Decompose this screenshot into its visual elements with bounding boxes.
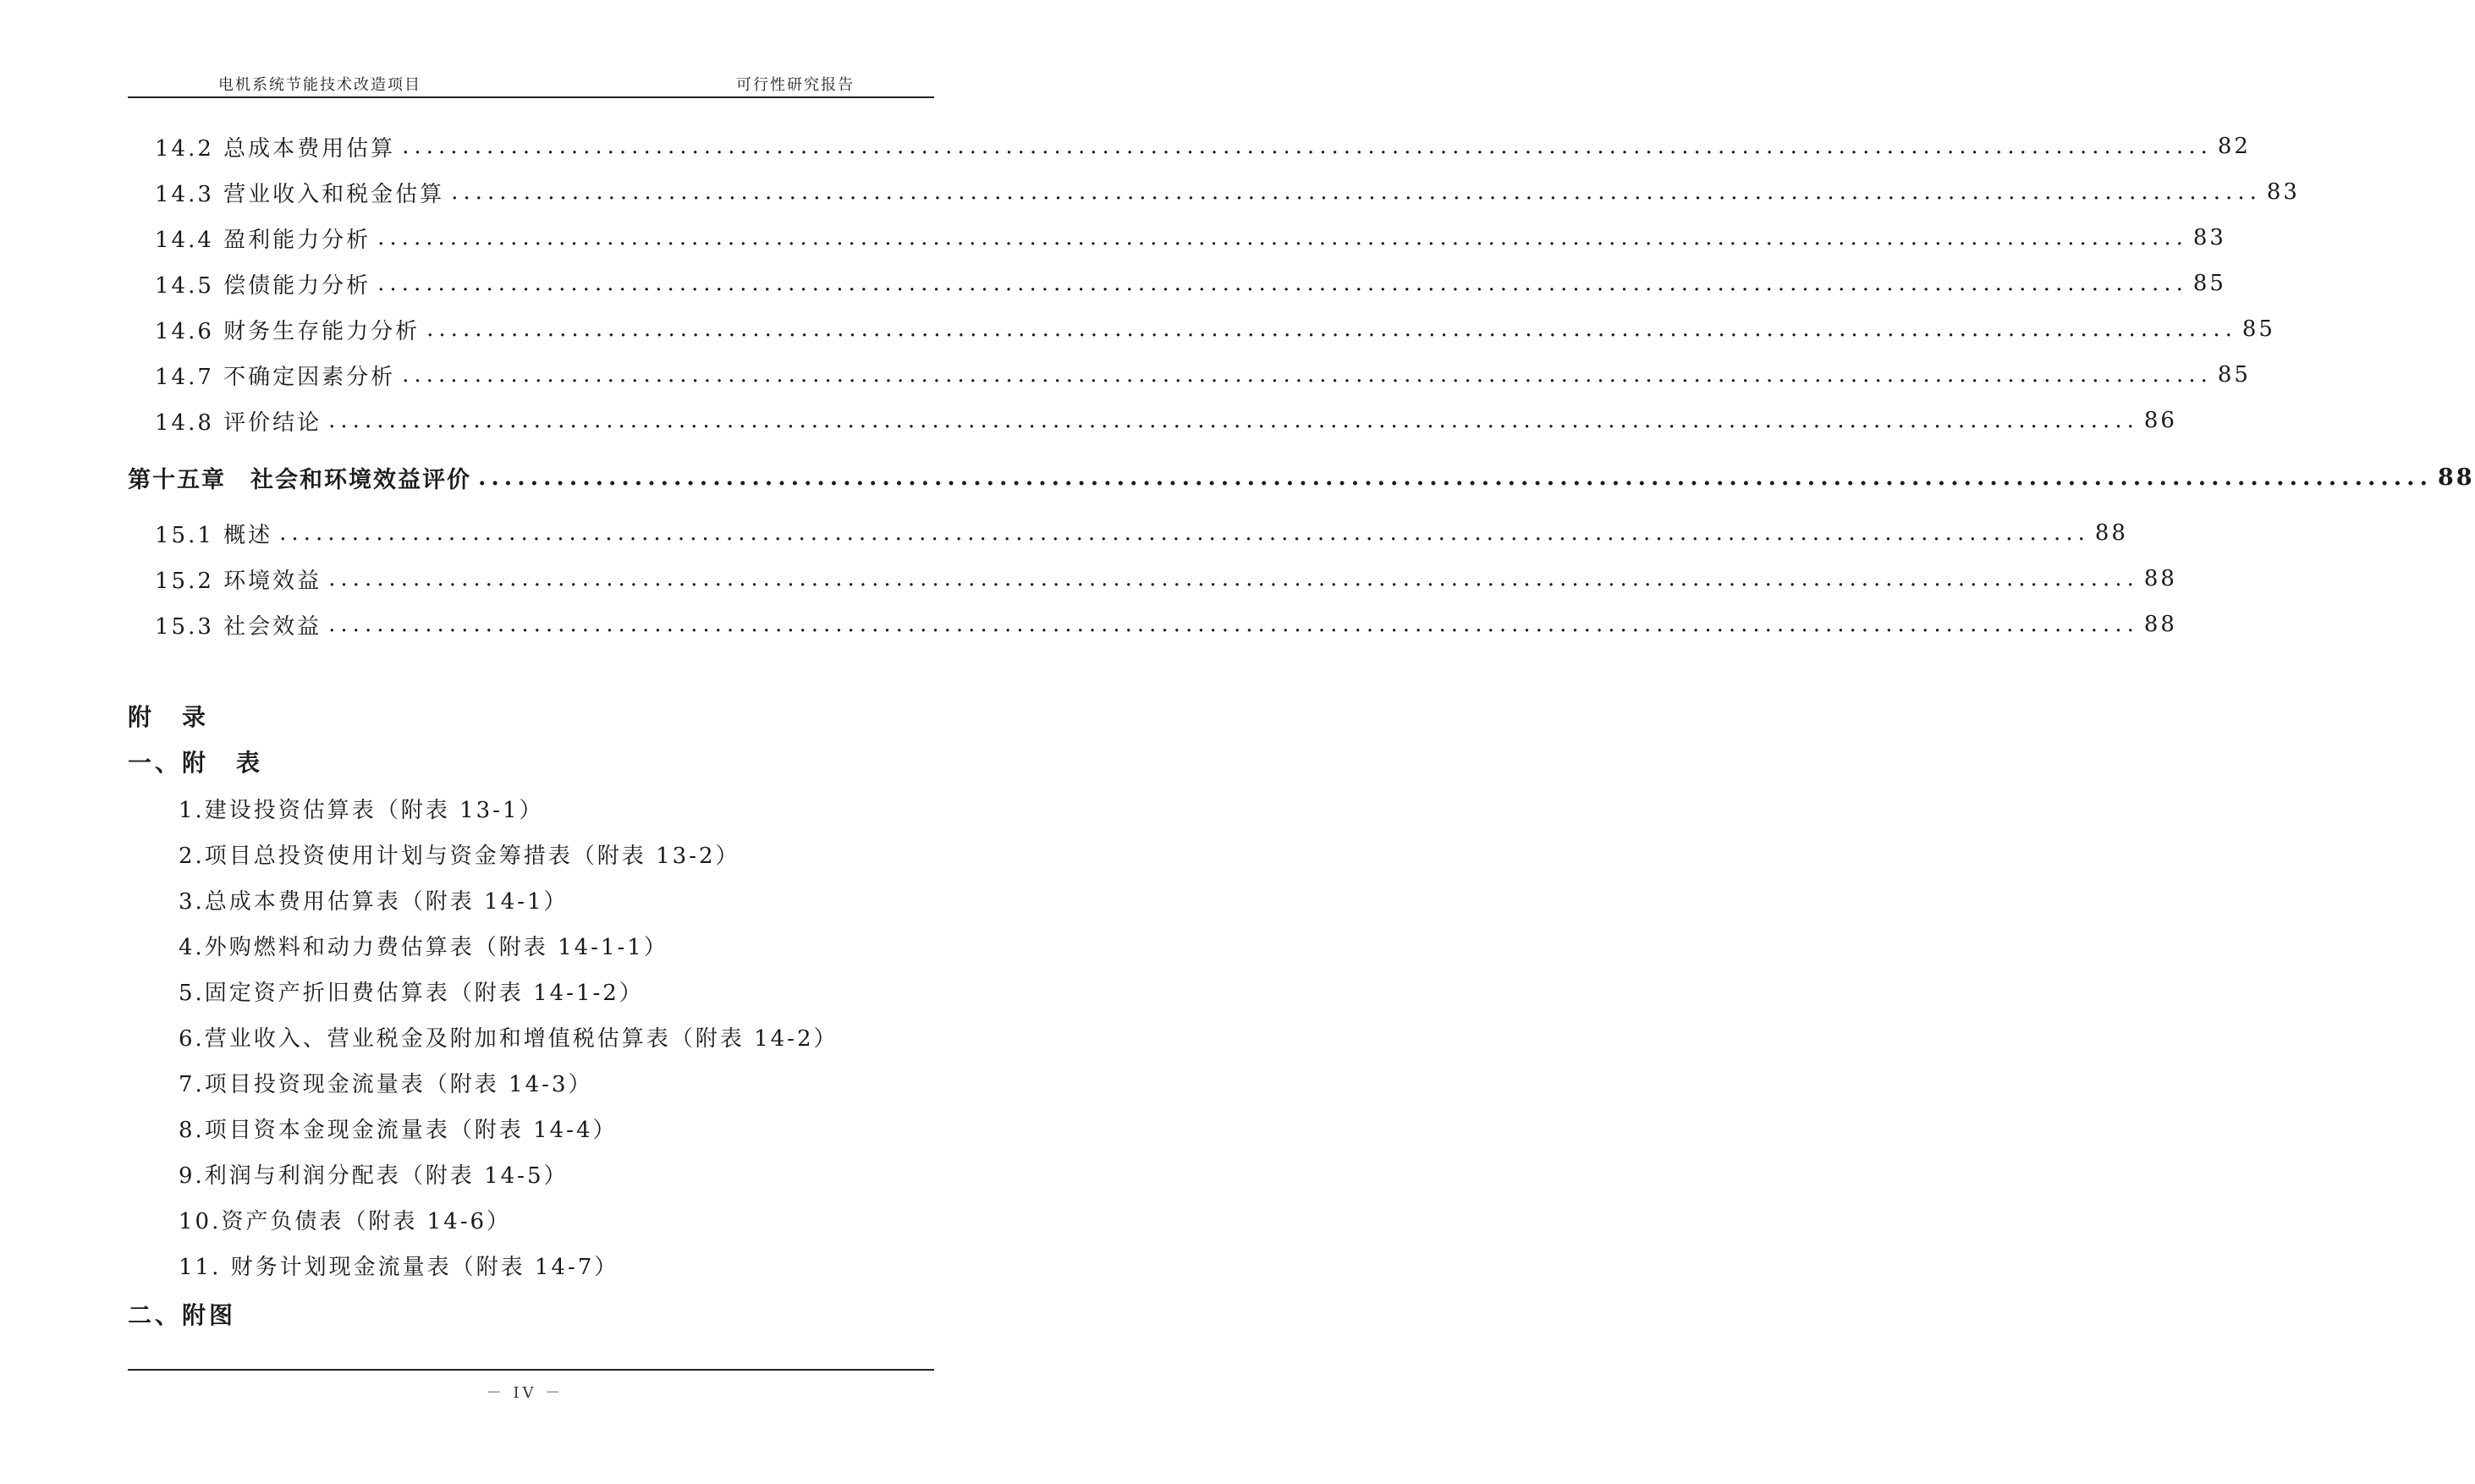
appendix-table-item: 6.营业收入、营业税金及附加和增值税估算表（附表 14-2） bbox=[179, 1026, 839, 1052]
header-rule bbox=[128, 96, 934, 98]
toc-page-number: 85 bbox=[2241, 316, 2275, 342]
appendix-table-item: 11. 财务计划现金流量表（附表 14-7） bbox=[179, 1255, 619, 1280]
toc-entry[interactable] bbox=[155, 358, 2251, 392]
toc-dot-leader: ...................................................................................................................................................... bbox=[402, 134, 2213, 159]
toc-page-number: 88 bbox=[2143, 566, 2177, 591]
appendix-table-item: 4.外购燃料和动力费估算表（附表 14-1-1） bbox=[179, 935, 668, 960]
toc-page-number: 85 bbox=[2217, 362, 2251, 387]
toc-entry[interactable] bbox=[155, 175, 2300, 209]
appendix-table-item: 9.利润与利润分配表（附表 14-5） bbox=[179, 1163, 569, 1189]
toc-page-number: 82 bbox=[2217, 134, 2251, 159]
toc-dot-leader: ...................................................................................................................................................... bbox=[426, 316, 2237, 342]
toc-dot-leader: ...................................................................................................................................................... bbox=[279, 520, 2090, 546]
toc-page-number: 88 bbox=[2143, 612, 2177, 637]
toc-entry[interactable] bbox=[155, 312, 2275, 346]
toc-entry[interactable] bbox=[155, 562, 2177, 596]
toc-page-number: 83 bbox=[2266, 179, 2300, 205]
appendix-figures-heading: 二、附图 bbox=[128, 1301, 237, 1329]
toc-entry-label: 15.1 概述 bbox=[155, 522, 273, 548]
toc-page-number: 83 bbox=[2192, 225, 2226, 250]
appendix-table-item: 3.总成本费用估算表（附表 14-1） bbox=[179, 889, 569, 915]
toc-dot-leader: ...................................................................................................................................................... bbox=[478, 464, 2433, 491]
toc-page-number: 85 bbox=[2192, 271, 2226, 296]
header-report-type: 可行性研究报告 bbox=[736, 76, 855, 94]
toc-chapter-label: 第十五章 社会和环境效益评价 bbox=[128, 466, 471, 493]
toc-dot-leader: ...................................................................................................................................................... bbox=[451, 179, 2262, 205]
toc-entry[interactable] bbox=[155, 516, 2128, 550]
toc-entry-label: 15.2 环境效益 bbox=[155, 568, 322, 594]
toc-entry[interactable] bbox=[155, 607, 2177, 641]
footer-rule bbox=[128, 1369, 934, 1371]
toc-entry-label: 14.8 评价结论 bbox=[155, 409, 322, 436]
toc-entry-label: 14.3 营业收入和税金估算 bbox=[155, 181, 445, 207]
toc-entry[interactable] bbox=[155, 267, 2226, 300]
toc-entry[interactable] bbox=[155, 404, 2177, 437]
toc-dot-leader: ...................................................................................................................................................... bbox=[377, 271, 2188, 296]
toc-entry-label: 14.2 总成本费用估算 bbox=[155, 135, 396, 162]
toc-dot-leader: ...................................................................................................................................................... bbox=[402, 362, 2213, 387]
toc-page-number: 86 bbox=[2143, 408, 2177, 433]
header-project-title: 电机系统节能技术改造项目 bbox=[218, 76, 421, 94]
toc-page-number: 88 bbox=[2094, 520, 2128, 546]
toc-dot-leader: ...................................................................................................................................................... bbox=[328, 408, 2139, 433]
toc-entry-label: 14.4 盈利能力分析 bbox=[155, 227, 371, 253]
appendix-tables-heading: 一、附 表 bbox=[128, 749, 264, 777]
toc-entry-label: 14.7 不确定因素分析 bbox=[155, 364, 396, 390]
toc-chapter-entry[interactable] bbox=[128, 460, 2475, 494]
appendix-table-item: 5.固定资产折旧费估算表（附表 14-1-2） bbox=[179, 981, 644, 1006]
toc-dot-leader: ...................................................................................................................................................... bbox=[328, 566, 2139, 591]
toc-entry-label: 15.3 社会效益 bbox=[155, 613, 322, 640]
page-number: － IV － bbox=[486, 1384, 564, 1402]
appendix-title: 附 录 bbox=[128, 703, 210, 731]
toc-entry-label: 14.6 财务生存能力分析 bbox=[155, 318, 421, 344]
toc-dot-leader: ...................................................................................................................................................... bbox=[328, 612, 2139, 637]
toc-dot-leader: ...................................................................................................................................................... bbox=[377, 225, 2188, 250]
appendix-table-item: 10.资产负债表（附表 14-6） bbox=[179, 1209, 512, 1234]
toc-entry-label: 14.5 偿债能力分析 bbox=[155, 272, 371, 299]
toc-entry[interactable] bbox=[155, 129, 2251, 163]
appendix-table-item: 1.建设投资估算表（附表 13-1） bbox=[179, 798, 544, 823]
appendix-table-item: 7.项目投资现金流量表（附表 14-3） bbox=[179, 1072, 593, 1097]
appendix-table-item: 8.项目资本金现金流量表（附表 14-4） bbox=[179, 1118, 618, 1143]
toc-entry[interactable] bbox=[155, 221, 2226, 255]
appendix-table-item: 2.项目总投资使用计划与资金筹措表（附表 13-2） bbox=[179, 844, 740, 869]
toc-page-number: 88 bbox=[2438, 464, 2475, 491]
